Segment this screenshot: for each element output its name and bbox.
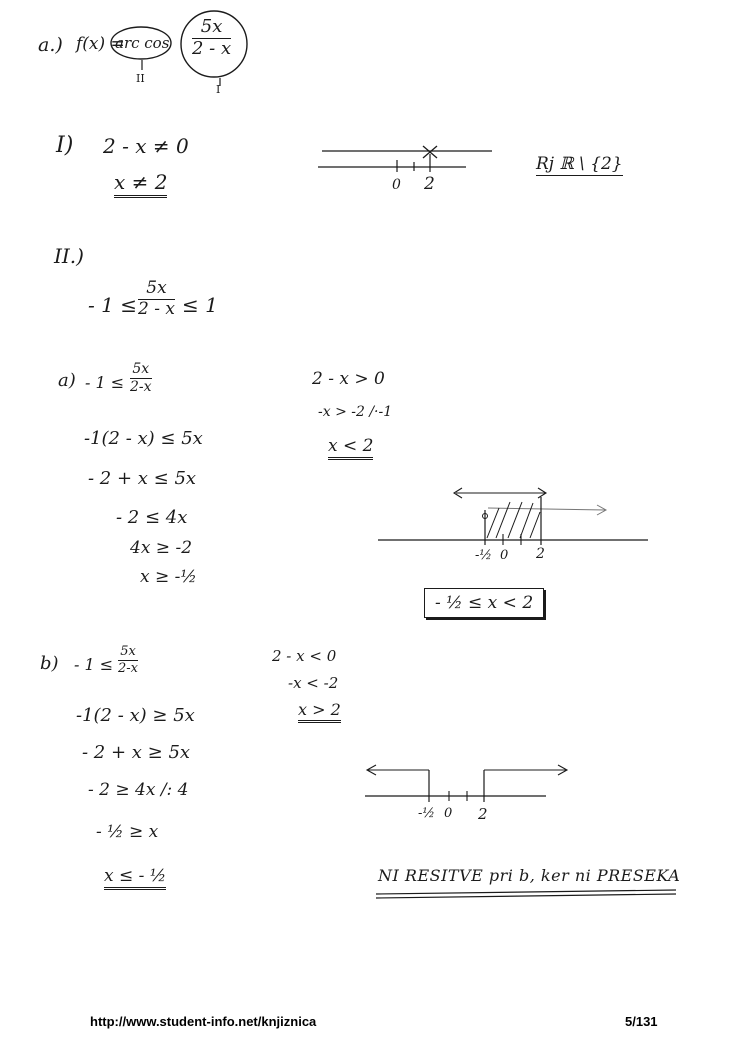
case-b-numerator: 5x (120, 644, 136, 659)
case-b-tick-2: 2 (478, 805, 488, 823)
case-a-side-2: -x > -2 /·-1 (318, 404, 393, 420)
number-line-case-b (365, 765, 567, 802)
case-b-label: b) (40, 653, 59, 674)
function-arccos: arc cos (115, 34, 170, 52)
case-b-lhs: - 1 ≤ (74, 655, 114, 674)
cond-ii-fraction (138, 280, 175, 319)
case-b-tick-neg-half: -½ (418, 806, 435, 821)
cond-ii-label: II.) (54, 244, 84, 268)
case-b-side-3: x > 2 (298, 700, 341, 723)
case-b-step-2: - 2 + x ≥ 5x (82, 742, 191, 763)
case-a-lhs: - 1 ≤ (85, 373, 125, 392)
case-a-result: - ½ ≤ x < 2 (424, 588, 544, 618)
case-a-step-5: x ≥ -½ (140, 567, 197, 587)
function-lhs: f(x) = (76, 34, 125, 54)
case-a-fraction (130, 362, 152, 394)
case-a-denominator: 2-x (130, 378, 152, 395)
case-a-side-3: x < 2 (328, 436, 373, 460)
case-b-denominator: 2-x (118, 660, 138, 676)
case-a-tick-0: 0 (500, 548, 509, 563)
cond-i-tick-0: 0 (392, 177, 401, 193)
number-line-case-a (378, 488, 648, 545)
fraction-denominator: 2 - x (192, 37, 232, 59)
case-a-step-4: 4x ≥ -2 (130, 538, 193, 558)
case-b-tick-0: 0 (444, 806, 453, 821)
case-a-step-3: - 2 ≤ 4x (116, 507, 188, 528)
case-b-step-3: - 2 ≥ 4x /: 4 (88, 780, 189, 800)
case-a-step-1: -1(2 - x) ≤ 5x (84, 428, 203, 449)
footer-url-link[interactable]: http://www.student-info.net/knjiznica (90, 1014, 317, 1029)
cond-i-result: x ≠ 2 (114, 170, 167, 198)
case-b-side-1: 2 - x < 0 (272, 647, 337, 665)
part-a-label: a.) (38, 34, 63, 56)
page-number: 5/131 (625, 1014, 658, 1029)
mark-ii: II (136, 72, 145, 85)
case-a-step-2: - 2 + x ≤ 5x (88, 468, 197, 489)
cond-i-label: I) (56, 133, 74, 158)
case-a-numerator: 5x (132, 361, 150, 377)
cond-ii-lhs: - 1 ≤ (88, 293, 137, 317)
case-a-label: a) (58, 370, 76, 391)
case-a-tick-2: 2 (536, 546, 545, 562)
case-a-side-1: 2 - x > 0 (312, 369, 385, 389)
case-b-note: NI RESITVE pri b, ker ni PRESEKA (378, 866, 681, 885)
case-b-step-1: -1(2 - x) ≥ 5x (76, 705, 195, 726)
cond-ii-rhs: ≤ 1 (182, 293, 218, 317)
cond-i-tick-2: 2 (424, 174, 435, 194)
cond-i-answer: Rj ℝ \ {2} (536, 154, 623, 174)
cond-i-expr: 2 - x ≠ 0 (103, 134, 189, 158)
function-fraction (192, 18, 231, 59)
fraction-numerator: 5x (200, 16, 223, 37)
cond-ii-numerator: 5x (146, 278, 167, 298)
mark-i: I (216, 83, 221, 96)
case-b-fraction (118, 645, 138, 675)
case-a-tick-neg-half: -½ (475, 548, 492, 563)
case-b-step-5: x ≤ - ½ (104, 866, 166, 890)
case-b-side-2: -x < -2 (288, 674, 339, 692)
number-line-i (318, 146, 492, 172)
cond-ii-denominator: 2 - x (138, 298, 175, 319)
case-b-step-4: - ½ ≥ x (96, 822, 159, 842)
